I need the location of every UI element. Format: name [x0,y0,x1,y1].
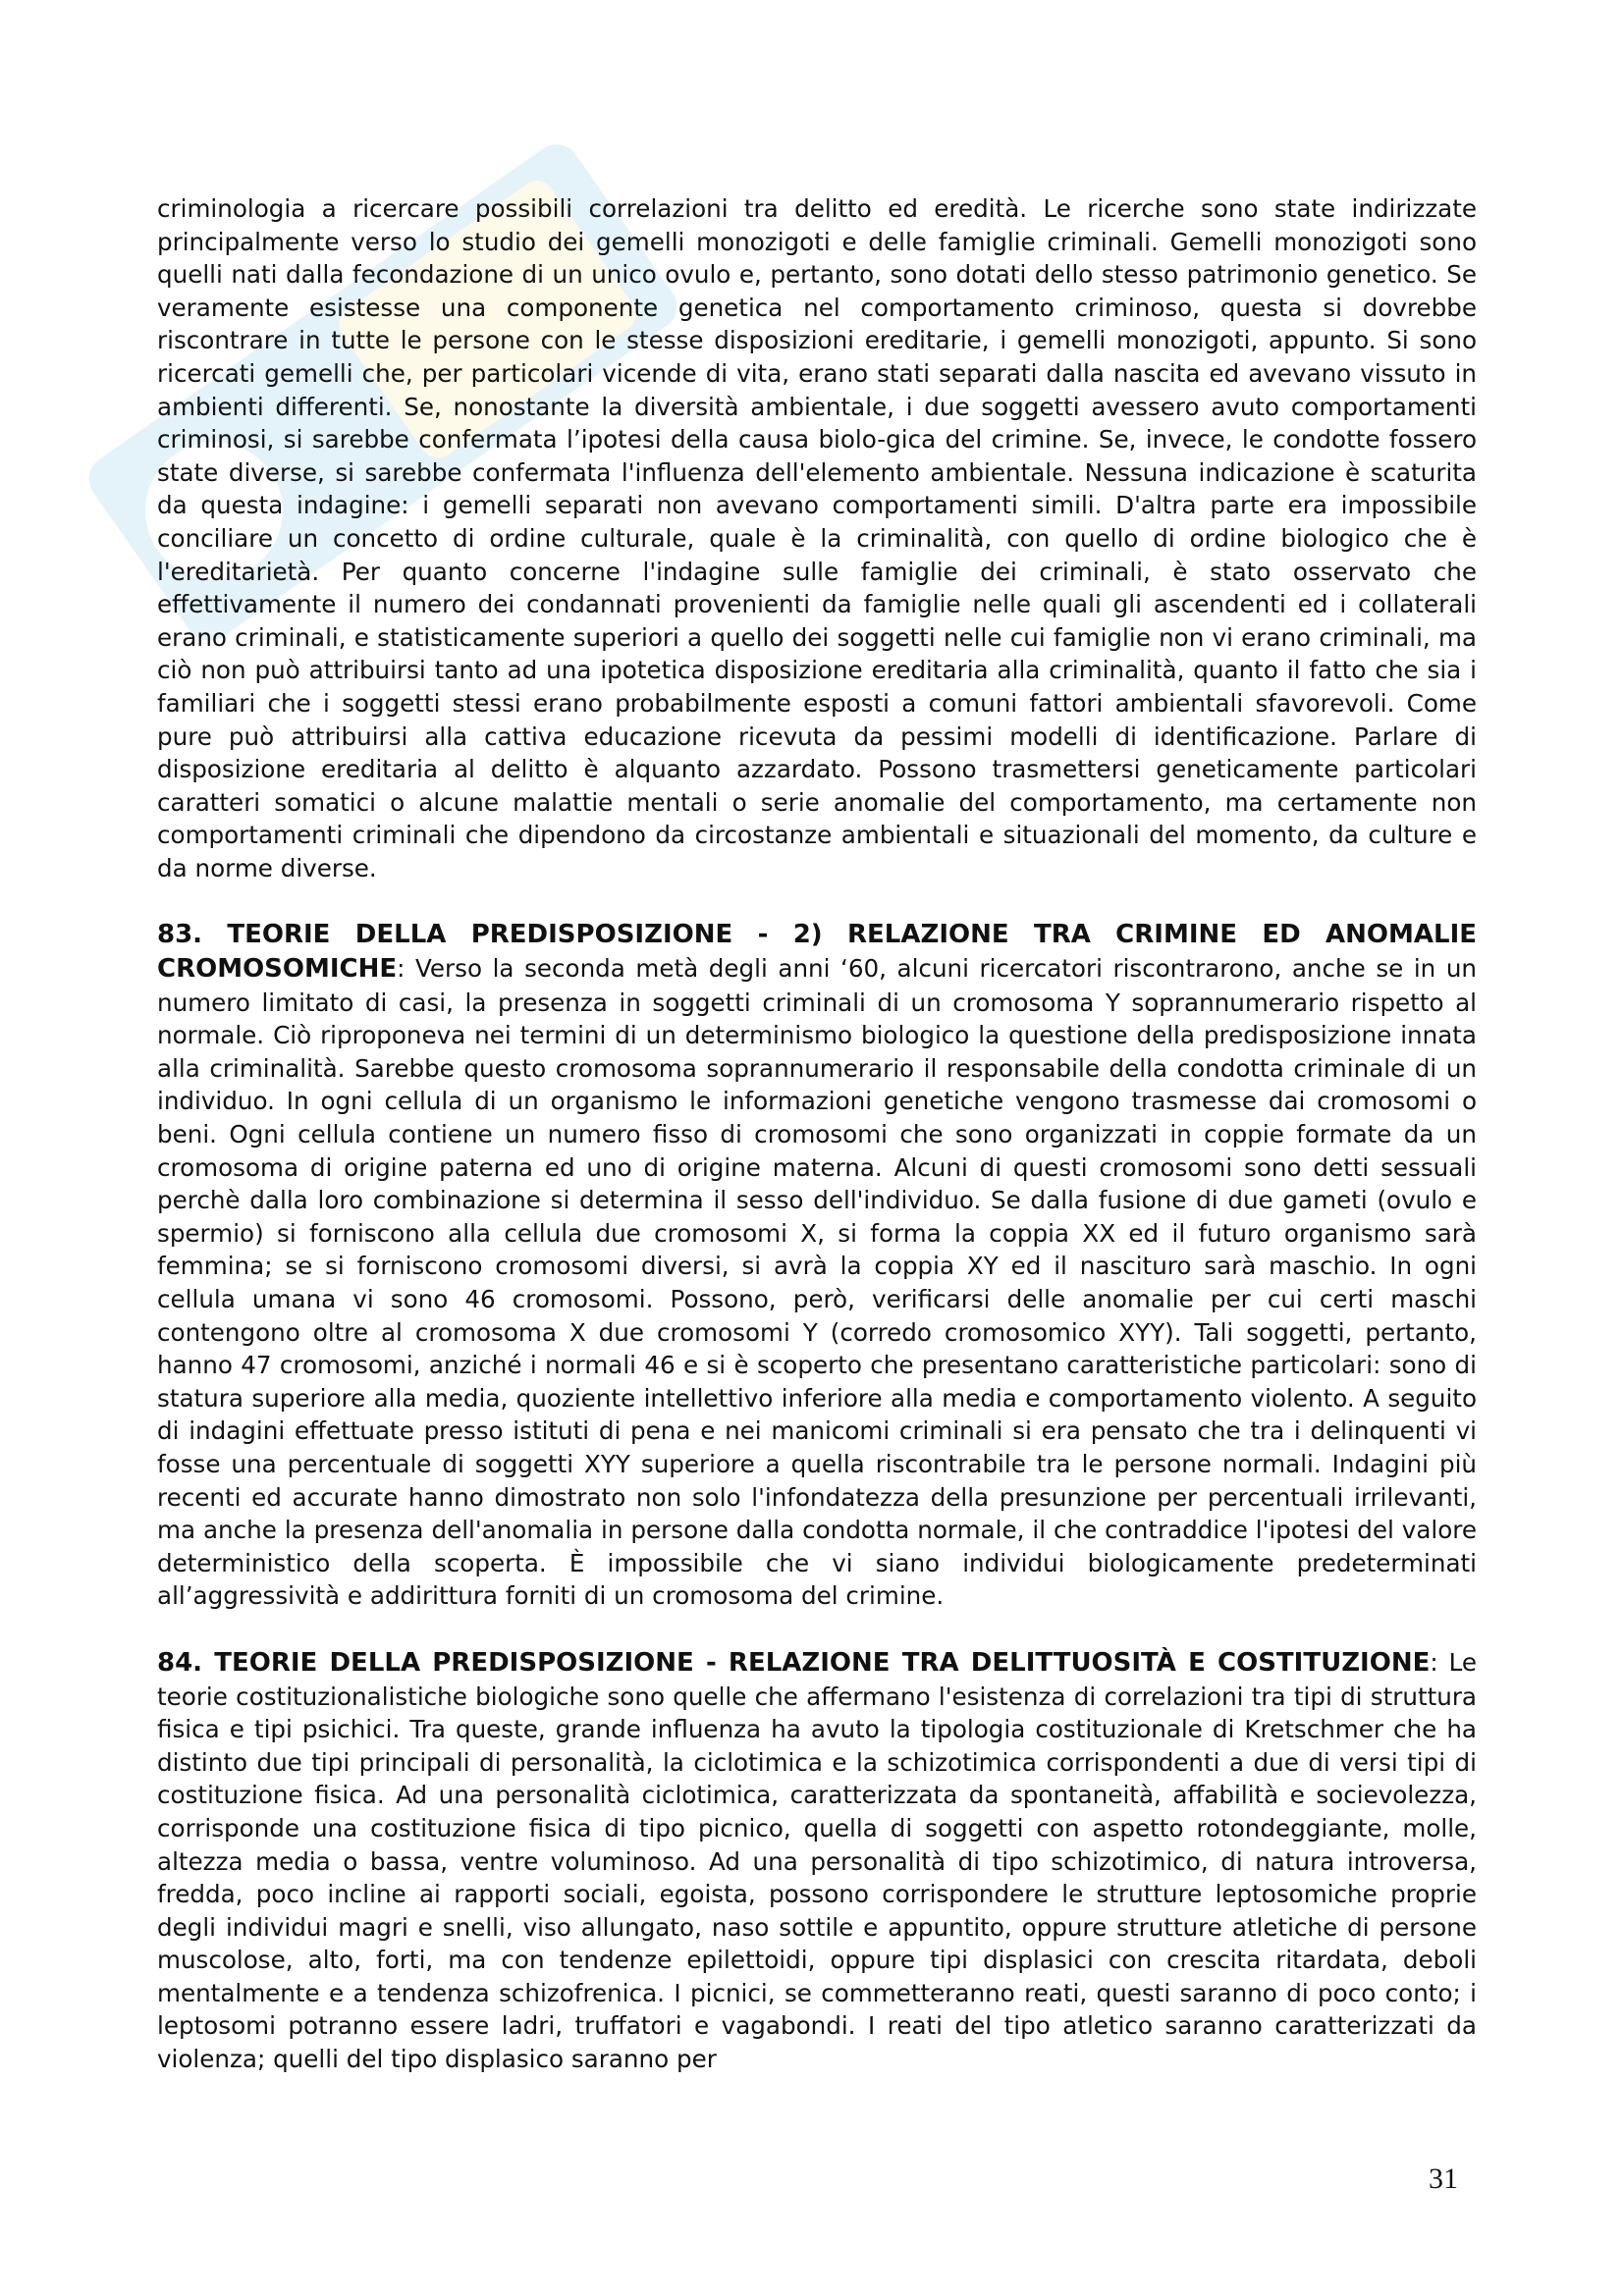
section-84-heading: 84. TEORIE DELLA PREDISPOSIZIONE - RELAZIONE TRA DELITTUOSITÀ E COSTITUZIONE [157,1647,1431,1678]
section-84-separator: : [1430,1647,1449,1677]
page-number: 31 [1429,2163,1458,2195]
section-83-paragraph [157,918,1477,1612]
section-83-separator: : [397,954,416,984]
section-83 [157,918,1477,1612]
section-84 [157,1646,1477,2076]
opening-paragraph: criminologia a ricercare possibili correlazioni tra delitto ed eredità. Le ricerche sono state indirizzate principalmente verso lo studio dei gemelli monozigoti e delle famiglie criminali. Gemelli monozigoti sono quelli nati dalla fecondazione di un unico ovulo e, pertanto, sono dotati dello stesso patrimonio genetico. Se veramente esistesse una componente genetica nel comportamento criminoso, questa si dovrebbe riscontrare in tutte le persone con le stesse disposizioni ereditarie, i gemelli monozigoti, appunto. Si sono ricercati gemelli che, per particolari vicende di vita, erano stati separati dalla nascita ed avevano vissuto in ambienti differenti. Se, nonostante la diversità ambientale, i due soggetti avessero avuto comportamenti criminosi, si sarebbe confermata l’ipotesi della causa biolo-gica del crimine. Se, invece, le condotte fossero state diverse, si sarebbe confermata l'influenza dell'elemento ambientale. Nessuna indicazione è scaturita da questa indagine: i gemelli separati non avevano comportamenti simili. D'altra parte era impossibile conciliare un concetto di ordine culturale, quale è la criminalità, con quello di ordine biologico che è l'ereditarietà. Per quanto concerne l'indagine sulle famiglie dei criminali, è stato osservato che effettivamente il numero dei condannati provenienti da famiglie nelle quali gli ascendenti ed i collaterali erano criminali, e statisticamente superiori a quello dei soggetti nelle cui famiglie non vi erano criminali, ma ciò non può attribuirsi tanto ad una ipotetica disposizione ereditaria alla criminalità, quanto il fatto che sia i familiari che i soggetti stessi erano probabilmente esposti a comuni fattori ambientali sfavorevoli. Come pure può attribuirsi alla cattiva educazione ricevuta da pessimi modelli di identificazione. Parlare di disposizione ereditaria al delitto è alquanto azzardato. Possono trasmettersi geneticamente particolari caratteri somatici o alcune malattie mentali o serie anomalie del comportamento, ma certamente non comportamenti criminali che dipendono da circostanze ambientali e situazionali del momento, da culture e da norme diverse. [157,194,1477,882]
page-body [157,192,1477,2076]
section-84-paragraph [157,1646,1477,2076]
section-83-heading: 83. TEORIE DELLA PREDISPOSIZIONE - 2) RELAZIONE TRA CRIMINE ED ANOMALIE CROMOSOMICHE [157,920,1477,985]
section-84-body: Le teorie costituzionalistiche biologiche sono quelle che affermano l'esistenza di correlazioni tra tipi di struttura fisica e tipi psichici. Tra queste, grande influenza ha avuto la tipologia costituzionale di Kretschmer che ha distinto due tipi principali di personalità, la ciclotimica e la schizotimica corrispondenti a due di versi tipi di costituzione fisica. Ad una personalità ciclotimica, caratterizzata da spontaneità, affabilità e socievolezza, corrisponde una costituzione fisica di tipo picnico, quella di soggetti con aspetto rotondeggiante, molle, altezza media o bassa, ventre voluminoso. Ad una personalità di tipo schizotimico, di natura introversa, fredda, poco incline ai rapporti sociali, egoista, possono corrispondere le strutture leptosomiche proprie degli individui magri e snelli, viso allungato, naso sottile e appuntito, oppure strutture atletiche di persone muscolose, alto, forti, ma con tendenze epilettoidi, oppure tipi displasici con crescita ritardata, deboli mentalmente e a tendenza schizofrenica. I picnici, se commetteranno reati, questi saranno di poco conto; i leptosomi potranno essere ladri, truffatori e vagabondi. I reati del tipo atletico saranno caratterizzati da violenza; quelli del tipo displasico saranno per [157,1647,1477,2074]
section-83-body: Verso la seconda metà degli anni ‘60, alcuni ricercatori riscontrarono, anche se in un numero limitato di casi, la presenza in soggetti criminali di un cromosoma Y soprannumerario rispetto al normale. Ciò riproponeva nei termini di un determinismo biologico la questione della predisposizione innata alla criminalità. Sarebbe questo cromosoma soprannumerario il responsabile della condotta criminale di un individuo. In ogni cellula di un organismo le informazioni genetiche vengono trasmesse dai cromosomi o beni. Ogni cellula contiene un numero fisso di cromosomi che sono organizzati in coppie formate da un cromosoma di origine paterna ed uno di origine materna. Alcuni di questi cromosomi sono detti sessuali perchè dalla loro combinazione si determina il sesso dell'individuo. Se dalla fusione di due gameti (ovulo e spermio) si forniscono alla cellula due cromosomi X, si forma la coppia XX ed il futuro organismo sarà femmina; se si forniscono cromosomi diversi, si avrà la coppia XY ed il nascituro sarà maschio. In ogni cellula umana vi sono 46 cromosomi. Possono, però, verificarsi delle anomalie per cui certi maschi contengono oltre al cromosoma X due cromosomi Y (corredo cromosomico XYY). Tali soggetti, pertanto, hanno 47 cromosomi, anziché i normali 46 e si è scoperto che presentano caratteristiche particolari: sono di statura superiore alla media, quoziente intellettivo inferiore alla media e comportamento violento. A seguito di indagini effettuate presso istituti di pena e nei manicomi criminali si era pensato che tra i delinquenti vi fosse una percentuale di soggetti XYY superiore a quella riscontrabile tra le persone normali. Indagini più recenti ed accurate hanno dimostrato non solo l'infondatezza della presunzione per percentuali irrilevanti, ma anche la presenza dell'anomalia in persone dalla condotta normale, il che contraddice l'ipotesi del valore deterministico della scoperta. È impossibile che vi siano individui biologicamente predeterminati all’aggressività e addirittura forniti di un cromosoma del crimine. [157,954,1477,1611]
